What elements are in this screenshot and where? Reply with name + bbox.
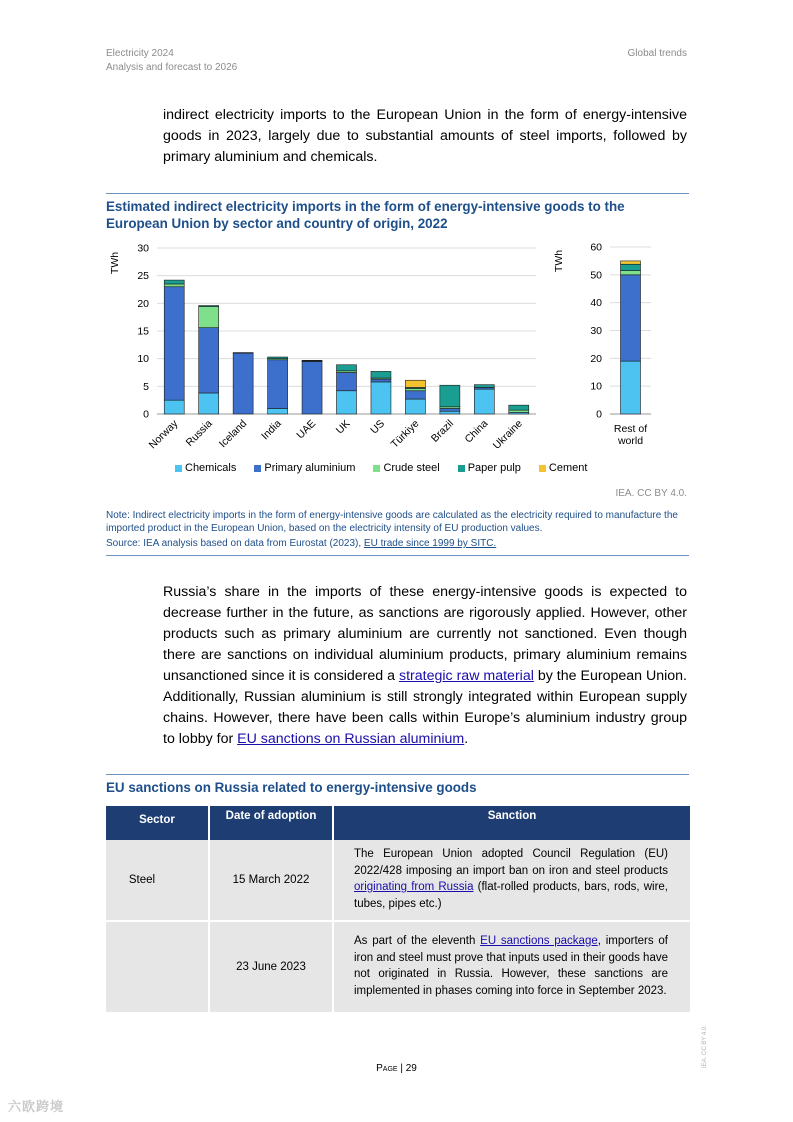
figure-top-rule: [106, 193, 689, 194]
sanction-text: , importers of iron and steel must prove that inputs used in their goods have not originated in Russia. However, these sanctions are implemented in phases coming into force in September 2023.: [354, 935, 668, 997]
x-tick-label: China: [462, 417, 491, 446]
legend-item-cement: [539, 462, 588, 474]
legend-swatch: [175, 465, 182, 472]
y-tick-label: 0: [143, 408, 149, 421]
bar-segment-paper-pulp: [509, 405, 529, 410]
x-tick-label: US: [368, 417, 388, 437]
x-tick-label: Rest of: [613, 423, 648, 435]
bar-segment-paper-pulp: [199, 306, 219, 307]
row-chart-x-labels: [614, 423, 647, 447]
y-tick-label: 5: [143, 380, 149, 393]
header-sector: Sector: [106, 806, 209, 840]
intro-paragraph: indirect electricity imports to the European Union in the form of energy-intensive goods in 2023, largely due to substantial amounts of steel imports, followed by primary aluminium and chemicals.: [163, 107, 687, 165]
bar-segment-paper-pulp: [233, 353, 253, 354]
y-tick-label: 0: [596, 408, 602, 421]
source-link[interactable]: EU trade since 1999 by SITC.: [363, 538, 497, 549]
y-tick-label: 20: [137, 297, 149, 310]
bar-segment-paper-pulp: [474, 385, 494, 388]
main-chart-bars: [164, 280, 529, 414]
legend-label: Paper pulp: [467, 462, 521, 474]
y-tick-label: 40: [590, 297, 602, 310]
bar-segment-primary-aluminium: [164, 287, 184, 400]
legend-label: Cement: [548, 462, 588, 474]
table-top-rule: [106, 774, 689, 775]
legend-item-crude-steel: [373, 462, 439, 474]
x-tick-label: UK: [333, 417, 353, 437]
row-chart-bars: [621, 261, 641, 414]
bar-segment-cement: [621, 261, 641, 264]
body-paragraph: [163, 582, 687, 750]
legend-swatch: [458, 465, 465, 472]
figure-bottom-rule: [106, 555, 689, 556]
y-tick-label: 20: [590, 352, 602, 365]
page-number: Page | 29: [376, 1063, 417, 1074]
legend-swatch: [373, 465, 380, 472]
sanction-text: (flat-rolled products, bars, rods, wire, tubes, pipes etc.): [354, 881, 668, 910]
table-header-row: [106, 806, 690, 840]
bar-segment-crude-steel: [164, 284, 184, 287]
y-tick-label: 60: [590, 241, 602, 254]
bar-segment-paper-pulp: [337, 365, 357, 371]
page-label: Page: [376, 1063, 398, 1074]
table-title: EU sanctions on Russia related to energy-intensive goods: [106, 780, 477, 795]
originating-from-russia-link[interactable]: originating from Russia: [354, 881, 474, 893]
sanctions-table: [106, 806, 690, 1014]
bar-segment-crude-steel: [621, 271, 641, 275]
running-header: [106, 47, 237, 75]
figure-note: [106, 509, 689, 550]
x-tick-label: Iceland: [216, 417, 250, 451]
cell-sanction: [333, 840, 690, 921]
bar-segment-primary-aluminium: [440, 408, 460, 411]
bar-segment-chemicals: [440, 411, 460, 414]
strategic-raw-material-link[interactable]: strategic raw material: [398, 668, 534, 684]
bar-segment-chemicals: [474, 389, 494, 414]
x-tick-label: UAE: [294, 417, 319, 442]
bar-segment-cement: [405, 380, 425, 387]
x-tick-label: India: [259, 417, 284, 443]
bar-segment-primary-aluminium: [337, 373, 357, 391]
page-value: 29: [405, 1063, 417, 1074]
x-tick-label: Brazil: [428, 417, 456, 445]
bar-segment-paper-pulp: [371, 371, 391, 378]
bar-segment-chemicals: [268, 408, 288, 414]
x-tick-label: Türkiye: [388, 417, 422, 451]
legend-swatch: [254, 465, 261, 472]
chart-legend: [175, 462, 587, 474]
body-text-2: by the European Union. Additionally, Russian aluminium is still strongly integrated within European supply chains. However, there have been calls within Europe’s aluminium industry group to lobby for: [163, 668, 688, 747]
bar-segment-crude-steel: [509, 410, 529, 412]
bar-segment-chemicals: [337, 391, 357, 414]
body-text-3: .: [464, 731, 469, 747]
report-title: Electricity 2024: [106, 48, 174, 59]
bar-segment-chemicals: [199, 393, 219, 414]
sanction-text: As part of the eleventh: [354, 935, 481, 947]
legend-item-chemicals: [175, 462, 236, 474]
x-tick-label: Russia: [183, 417, 215, 449]
y-tick-label: 50: [590, 269, 602, 282]
source-line: [106, 537, 689, 550]
bar-segment-chemicals: [405, 399, 425, 414]
header-sanction: Sanction: [333, 806, 690, 840]
row-chart-y-ticks: [590, 242, 602, 421]
main-chart-y-label: TWh: [109, 251, 121, 275]
eu-sanctions-aluminium-link[interactable]: EU sanctions on Russian aluminium: [237, 731, 465, 747]
x-tick-label: Ukraine: [490, 417, 525, 452]
cell-sector: [106, 921, 209, 1013]
cell-date: 15 March 2022: [209, 840, 333, 921]
note-text: Note: Indirect electricity imports in the form of energy-intensive goods are calculated as the electricity required to manufacture the imported product in the European Union, based on the electricity intensity of EU production values.: [106, 510, 678, 534]
side-credit: IEA. CC BY 4.0.: [702, 1025, 708, 1068]
stacked-bar-chart: [100, 238, 660, 463]
eu-sanctions-package-link[interactable]: EU sanctions package: [480, 935, 598, 947]
y-tick-label: 30: [137, 242, 149, 255]
legend-item-primary-aluminium: [254, 462, 355, 474]
bar-segment-primary-aluminium: [268, 360, 288, 409]
header-date: Date of adoption: [209, 806, 333, 840]
y-tick-label: 10: [590, 380, 602, 393]
x-tick-label: Norway: [146, 417, 181, 452]
table-row: [106, 921, 690, 1013]
bar-segment-crude-steel: [405, 389, 425, 391]
bar-segment-chemicals: [164, 400, 184, 414]
y-tick-label: 30: [590, 325, 602, 337]
bar-segment-crude-steel: [199, 307, 219, 328]
legend-label: Chemicals: [185, 462, 237, 474]
row-chart-y-label: TWh: [553, 249, 565, 273]
cell-date: 23 June 2023: [209, 921, 333, 1013]
y-tick-label: 15: [137, 325, 149, 338]
figure-title: Estimated indirect electricity imports in the form of energy-intensive goods to the European Union by sector and country of origin, 2022: [106, 199, 625, 231]
y-tick-label: 25: [137, 270, 149, 283]
bar-segment-paper-pulp: [621, 264, 641, 270]
source-text: Source: IEA analysis based on data from Eurostat (2023),: [106, 538, 364, 549]
table-row: [106, 840, 690, 921]
y-tick-label: 10: [137, 353, 149, 366]
bar-segment-paper-pulp: [164, 280, 184, 284]
body-text-1: Russia’s share in the imports of these energy-intensive goods is expected to decrease further in the future, as sanctions are rigorously applied. However, other products such as primary aluminium are currently not sanctioned. Even though there are sanctions on individual aluminium products, primary aluminium remains unsanctioned since it is considered a: [163, 584, 687, 684]
bar-segment-paper-pulp: [302, 360, 322, 361]
cell-sanction: [333, 921, 690, 1013]
bar-segment-primary-aluminium: [405, 391, 425, 399]
report-subtitle: Analysis and forecast to 2026: [106, 62, 238, 73]
bar-segment-chemicals: [371, 382, 391, 414]
legend-label: Crude steel: [383, 462, 440, 474]
cell-sector: Steel: [106, 840, 209, 921]
bar-segment-primary-aluminium: [199, 328, 219, 393]
bar-segment-primary-aluminium: [302, 361, 322, 414]
legend-swatch: [539, 465, 546, 472]
main-chart-x-labels: [147, 417, 525, 452]
watermark: 六欧跨境: [8, 1099, 65, 1114]
bar-segment-paper-pulp: [440, 385, 460, 407]
x-tick-label: world: [617, 435, 644, 447]
bar-segment-chemicals: [621, 361, 641, 414]
bar-segment-primary-aluminium: [371, 379, 391, 382]
legend-label: Primary aluminium: [264, 462, 356, 474]
bar-segment-primary-aluminium: [233, 353, 253, 414]
bar-segment-paper-pulp: [268, 357, 288, 359]
sanction-text: The European Union adopted Council Regulation (EU) 2022/428 imposing an import ban on iron and steel products: [354, 848, 668, 877]
bar-segment-primary-aluminium: [621, 275, 641, 361]
section-name: Global trends: [627, 48, 687, 59]
figure-credit: IEA. CC BY 4.0.: [615, 488, 687, 499]
main-chart-y-ticks: [137, 243, 149, 421]
legend-item-paper-pulp: [458, 462, 521, 474]
